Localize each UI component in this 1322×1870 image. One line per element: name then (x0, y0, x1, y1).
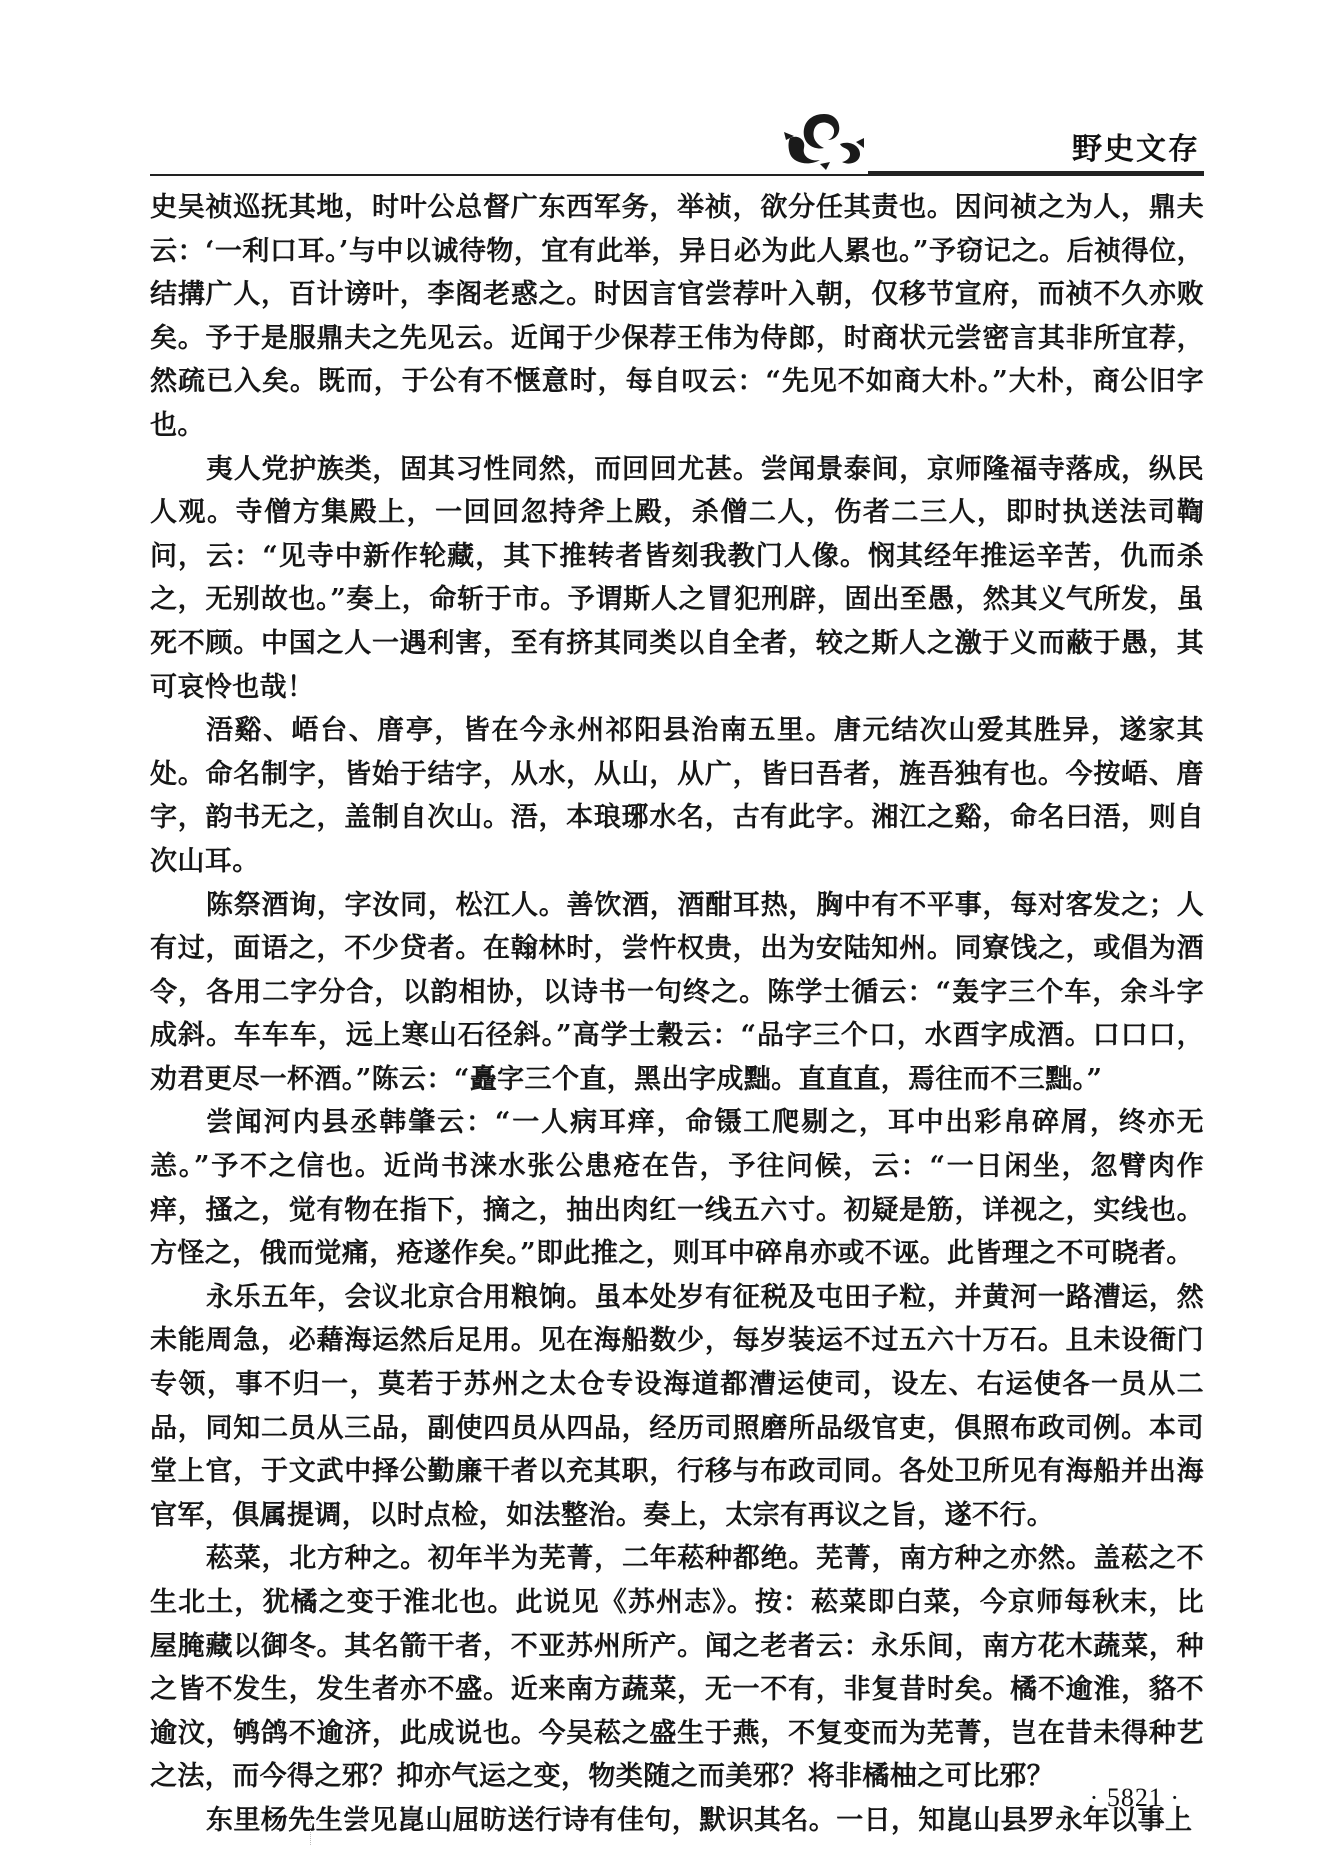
page-number: · 5821 · (1089, 1783, 1180, 1812)
header-rule (150, 174, 1204, 176)
paragraph-chen-jijiu: 陈祭酒询，字汝同，松江人。善饮酒，酒酣耳热，胸中有不平事，每对客发之；人有过，面语之，不少贷者。在翰林时，尝忤权贵，出为安陆知州。同寮饯之，或倡为酒令，各用二字分合，以韵相协，以诗书一句终之。陈学士循云：“轰字三个车，余斗字成斜。车车车，远上寒山石径斜。”高学士穀云：“品字三个口，水酉字成酒。口口口，劝君更尽一杯酒。”陈云：“矗字三个直，黑出字成黜。直直直，焉往而不三黜。” (150, 889, 1204, 1095)
paragraph-wuxi: 浯谿、峿台、庴亭，皆在今永州祁阳县治南五里。唐元结次山爱其胜异，遂家其处。命名制字，皆始于结字，从水，从山，从广，皆曰吾者，旌吾独有也。今按峿、庴字，韵书无之，盖制自次山。浯，本琅琊水名，古有此字。湘江之谿，命名曰浯，则自次山耳。 (150, 715, 1204, 877)
paragraph-yongle: 永乐五年，会议北京合用粮饷。虽本处岁有征税及屯田子粒，并黄河一路漕运，然未能周急，必藉海运然后足用。见在海船数少，每岁装运不过五六十万石。且未设衙门专领，事不归一，莫若于苏州之太仓专设海道都漕运使司，设左、右运使各一员从二品，同知二员从三品，副使四员从四品，经历司照磨所品级官吏，俱照布政司例。本司堂上官，于文武中择公勤廉干者以充其职，行移与布政司同。各处卫所见有海船并出海官军，俱属提调，以时点检，如法整治。奏上，太宗有再议之旨，遂不行。 (150, 1281, 1204, 1531)
scan-margin-mark (310, 1815, 313, 1845)
paragraph-huihui: 夷人党护族类，固其习性同然，而回回尤甚。尝闻景泰间，京师隆福寺落成，纵民人观。寺僧方集殿上，一回回忽持斧上殿，杀僧二人，伤者二三人，即时执送法司鞫问，云：“见寺中新作轮藏，其下推转者皆刻我教门人像。悯其经年推运辛苦，仇而杀之，无别故也。”奏上，命斩于市。予谓斯人之冒犯刑辟，固出至愚，然其义气所发，虽死不顾。中国之人一遇利害，至有挤其同类以自全者，较之斯人之激于义而蔽于愚，其可哀怜也哉！ (150, 453, 1204, 703)
paragraph-songcai: 菘菜，北方种之。初年半为芜菁，二年菘种都绝。芜菁，南方种之亦然。盖菘之不生北土，犹橘之变于淮北也。此说见《苏州志》。按：菘菜即白菜，今京师每秋末，比屋腌藏以御冬。其名箭干者，不亚苏州所产。闻之老者云：永乐间，南方花木蔬菜，种之皆不发生，发生者亦不盛。近来南方蔬菜，无一不有，非复昔时矣。橘不逾淮，貉不逾汶，鸲鸽不逾济，此成说也。今吴菘之盛生于燕，不复变而为芜菁，岂在昔未得种艺之法，而今得之邪？抑亦气运之变，物类随之而美邪？将非橘柚之可比邪？ (150, 1543, 1204, 1793)
text-body (150, 186, 1204, 1843)
paragraph-dongli: 东里杨先生尝见崑山屈昉送行诗有佳句，默识其名。一日，知崑山县罗永年以事上 (206, 1804, 1193, 1836)
page-header (0, 0, 1322, 180)
paragraph-continued: 史吴祯巡抚其地，时叶公总督广东西军务，举祯，欲分任其责也。因问祯之为人，鼎夫云：‘一利口耳。’与中以诚待物，宜有此举，异日必为此人累也。”予窃记之。后祯得位，结搆广人，百计谤叶，李阁老惑之。时因言官尝荐叶入朝，仅移节宣府，而祯不久亦败矣。予于是服鼎夫之先见云。近闻于少保荐王伟为侍郎，时商状元尝密言其非所宜荐，然疏已入矣。既而，于公有不惬意时，每自叹云：“先见不如商大朴。”大朴，商公旧字也。 (150, 192, 1204, 441)
header-rule-accent (868, 171, 1204, 174)
paragraph-ear-itch: 尝闻河内县丞韩肇云：“一人病耳痒，命镊工爬剔之，耳中出彩帛碎屑，终亦无恙。”予不之信也。近尚书涞水张公患疮在告，予往问候，云：“一日闲坐，忽臂肉作痒，搔之，觉有物在指下，摘之，抽出肉红一线五六寸。初疑是筋，详视之，实线也。方怪之，俄而觉痛，疮遂作矣。”即此推之，则耳中碎帛亦或不诬。此皆理之不可晓者。 (150, 1107, 1204, 1270)
dragon-emblem-icon (780, 108, 868, 170)
running-header-title: 野史文存 (1072, 132, 1200, 167)
